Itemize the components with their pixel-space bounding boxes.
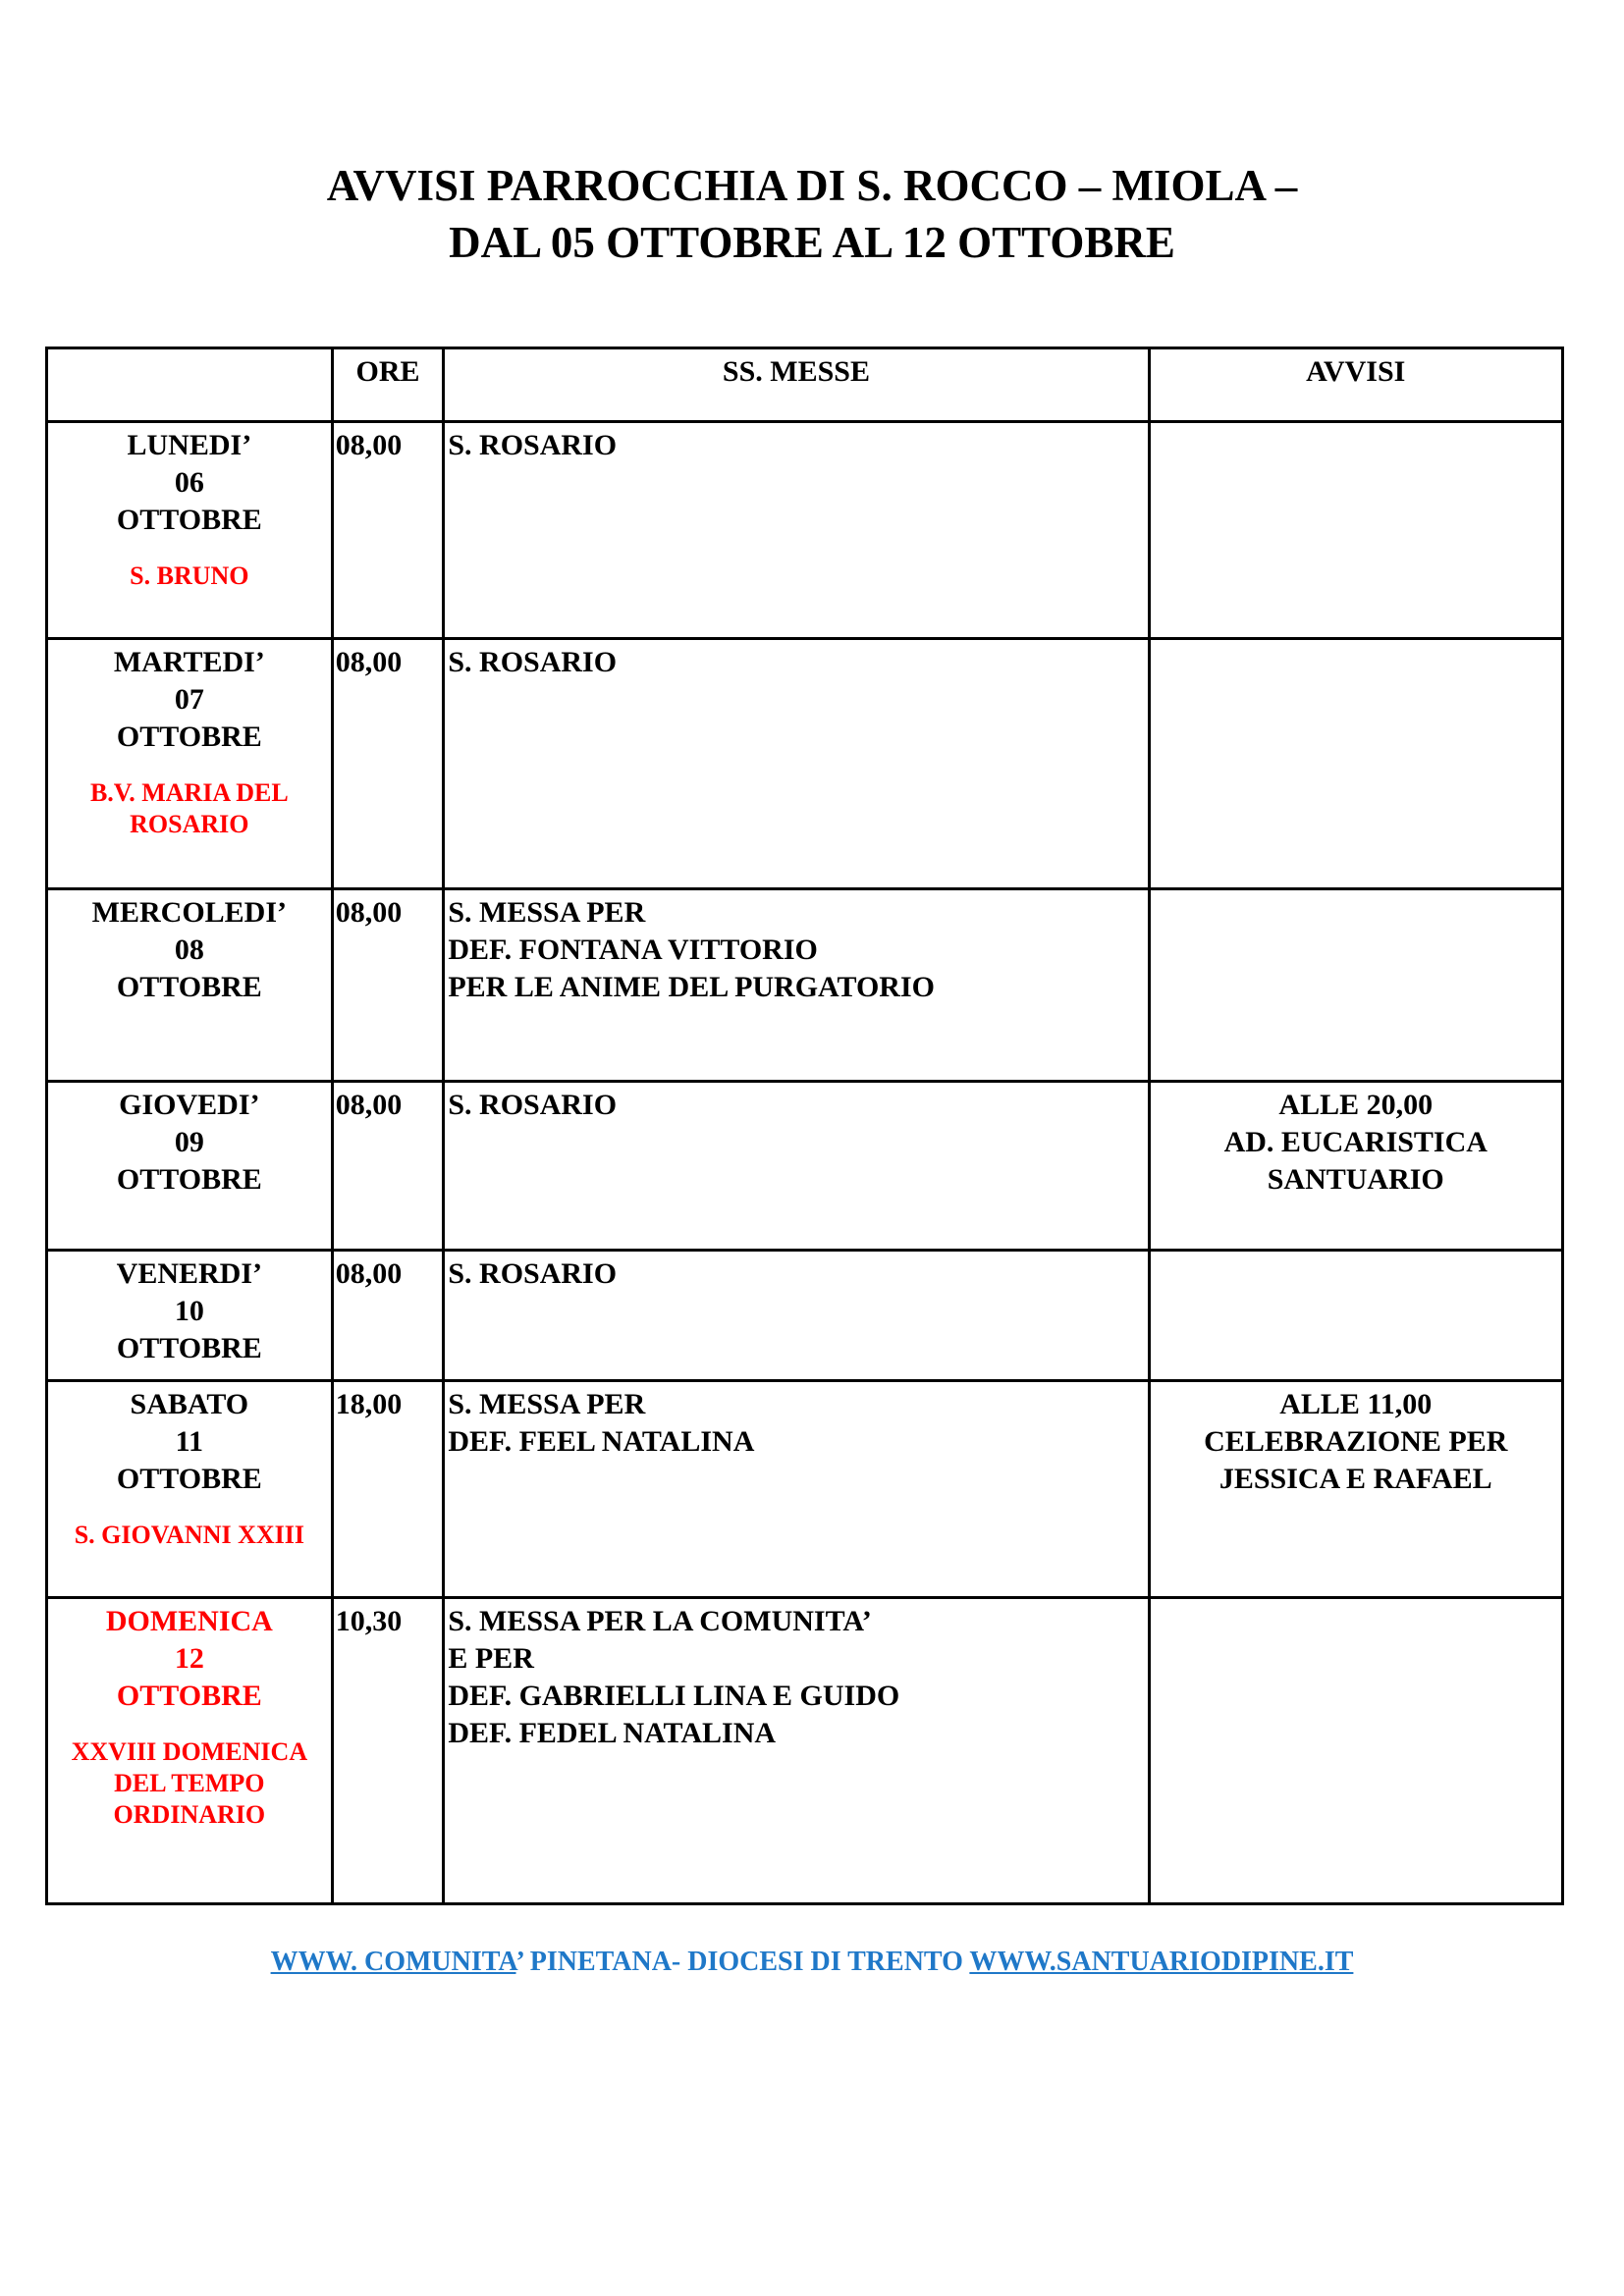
header-day [47, 348, 333, 422]
messe-line: S. ROSARIO [448, 429, 618, 461]
table-row [47, 422, 1563, 639]
footer [0, 1947, 1624, 1978]
messe-cell [444, 1598, 1149, 1904]
messe-line: S. ROSARIO [448, 1257, 618, 1290]
day-number: 06 [174, 466, 204, 499]
table-row [47, 1381, 1563, 1598]
messe-cell [444, 1381, 1149, 1598]
avvisi-line: CELEBRAZIONE PER [1204, 1425, 1508, 1458]
day-number: 08 [174, 934, 204, 966]
ore-cell: 18,00 [332, 1381, 444, 1598]
day-cell [47, 639, 333, 889]
saint-name: S. BRUNO [130, 561, 249, 590]
table-row [47, 889, 1563, 1082]
table-row [47, 1598, 1563, 1904]
messe-line: E PER [448, 1642, 534, 1675]
avvisi-cell [1149, 1598, 1562, 1904]
ore-cell: 08,00 [332, 639, 444, 889]
saint-name: XXVIII DOMENICA DEL TEMPO ORDINARIO [71, 1737, 308, 1829]
avvisi-line: ALLE 11,00 [1279, 1388, 1433, 1420]
messe-cell [444, 1251, 1149, 1381]
day-cell [47, 1381, 333, 1598]
day-number: 12 [174, 1642, 204, 1675]
day-cell [47, 889, 333, 1082]
avvisi-line: AD. EUCARISTICA [1223, 1126, 1488, 1158]
header-avvisi: AVVISI [1149, 348, 1562, 422]
header-row [47, 348, 1563, 422]
day-month: OTTOBRE [116, 721, 262, 753]
messe-line: DEF. FEDEL NATALINA [448, 1717, 777, 1749]
day-cell [47, 1598, 333, 1904]
day-name: DOMENICA [105, 1605, 273, 1637]
ore-cell: 08,00 [332, 422, 444, 639]
avvisi-cell [1149, 639, 1562, 889]
day-name: MERCOLEDI’ [91, 896, 288, 929]
day-month: OTTOBRE [116, 1332, 262, 1364]
messe-cell [444, 889, 1149, 1082]
messe-line: DEF. GABRIELLI LINA E GUIDO [448, 1680, 900, 1712]
messe-line: DEF. FEEL NATALINA [448, 1425, 755, 1458]
ore-cell: 08,00 [332, 1082, 444, 1251]
schedule-table [45, 347, 1564, 1905]
avvisi-cell [1149, 1082, 1562, 1251]
day-month: OTTOBRE [116, 1680, 262, 1712]
ore-cell: 08,00 [332, 889, 444, 1082]
messe-line: S. MESSA PER LA COMUNITA’ [448, 1605, 872, 1637]
footer-link-comunita[interactable]: WWW. COMUNITA [270, 1947, 516, 1977]
day-month: OTTOBRE [116, 1163, 262, 1196]
avvisi-line: JESSICA E RAFAEL [1218, 1463, 1492, 1495]
avvisi-cell [1149, 1381, 1562, 1598]
day-name: VENERDI’ [116, 1257, 263, 1290]
day-month: OTTOBRE [116, 1463, 262, 1495]
avvisi-cell [1149, 1251, 1562, 1381]
table-row [47, 1082, 1563, 1251]
title-line-1: AVVISI PARROCCHIA DI S. ROCCO – MIOLA – [326, 161, 1298, 210]
messe-cell [444, 639, 1149, 889]
day-name: GIOVEDI’ [119, 1089, 260, 1121]
avvisi-line: SANTUARIO [1267, 1163, 1444, 1196]
day-number: 10 [174, 1295, 204, 1327]
table-row [47, 1251, 1563, 1381]
day-cell [47, 422, 333, 639]
day-number: 07 [174, 683, 204, 716]
day-month: OTTOBRE [116, 504, 262, 536]
day-name: SABATO [130, 1388, 249, 1420]
messe-line: S. MESSA PER [448, 896, 646, 929]
day-cell [47, 1082, 333, 1251]
avvisi-line: ALLE 20,00 [1278, 1089, 1434, 1121]
messe-cell [444, 1082, 1149, 1251]
messe-line: S. ROSARIO [448, 1089, 618, 1121]
ore-cell: 10,30 [332, 1598, 444, 1904]
table-row [47, 639, 1563, 889]
saint-name: S. GIOVANNI XXIII [74, 1521, 304, 1549]
messe-line: S. ROSARIO [448, 646, 618, 678]
day-number: 11 [175, 1425, 204, 1458]
messe-cell [444, 422, 1149, 639]
page-title [0, 157, 1624, 271]
messe-line: S. MESSA PER [448, 1388, 646, 1420]
messe-line: DEF. FONTANA VITTORIO [448, 934, 818, 966]
saint-name: B.V. MARIA DEL ROSARIO [89, 778, 289, 838]
day-name: LUNEDI’ [127, 429, 252, 461]
day-name: MARTEDI’ [113, 646, 265, 678]
footer-text: ’ PINETANA- DIOCESI DI TRENTO [515, 1947, 970, 1977]
day-cell [47, 1251, 333, 1381]
ore-cell: 08,00 [332, 1251, 444, 1381]
footer-link-santuario[interactable]: WWW.SANTUARIODIPINE.IT [969, 1947, 1354, 1977]
header-messe: SS. MESSE [444, 348, 1149, 422]
avvisi-cell [1149, 422, 1562, 639]
day-number: 09 [174, 1126, 204, 1158]
header-ore: ORE [332, 348, 444, 422]
title-line-2: DAL 05 OTTOBRE AL 12 OTTOBRE [449, 218, 1175, 267]
day-month: OTTOBRE [116, 971, 262, 1003]
messe-line: PER LE ANIME DEL PURGATORIO [448, 971, 935, 1003]
avvisi-cell [1149, 889, 1562, 1082]
